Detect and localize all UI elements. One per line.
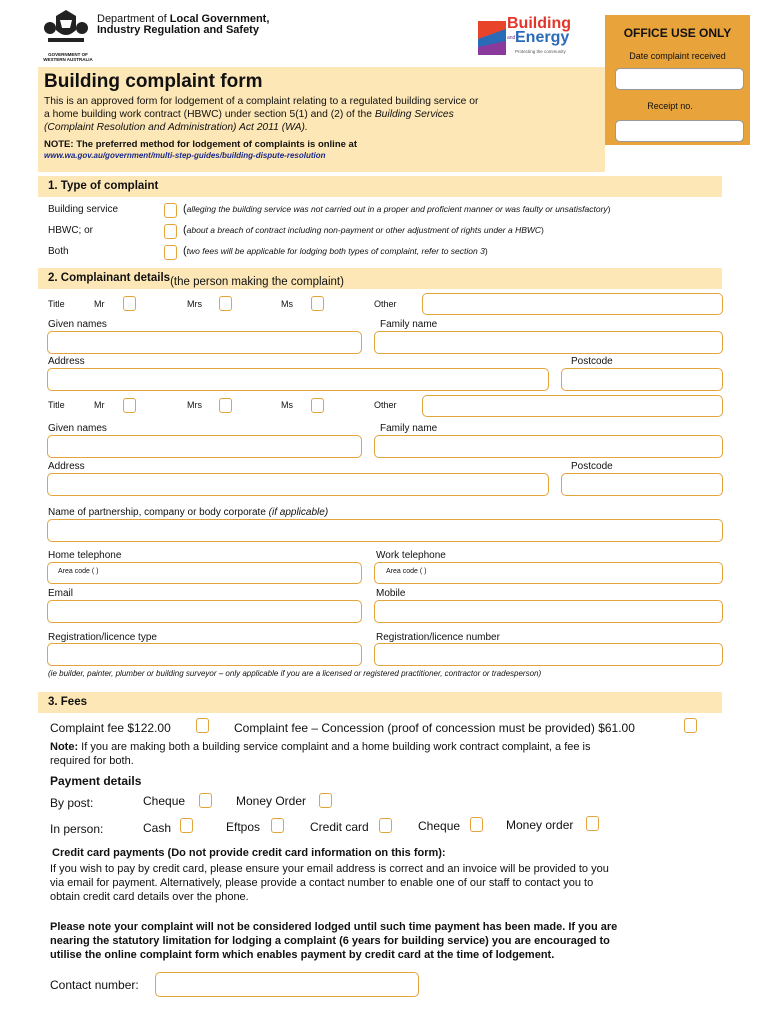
postcode-label-1: Postcode bbox=[571, 356, 613, 367]
date-received-field[interactable] bbox=[615, 68, 744, 90]
postcode-label-2: Postcode bbox=[571, 461, 613, 472]
org-name-input[interactable] bbox=[47, 519, 723, 542]
person-money-order-label: Money order bbox=[506, 818, 574, 832]
dept-line2: Industry Regulation and Safety bbox=[97, 24, 259, 36]
person-credit-card-label: Credit card bbox=[310, 820, 369, 834]
type-building-service-desc: (alleging the building service was not carried out in a proper and proficient manner or was faulty or unsatisfactory) bbox=[183, 203, 611, 215]
fees-note: Note: If you are making both a building service complaint and a home building work contract complaint, a fee is required for both. bbox=[50, 741, 591, 767]
contact-number-input[interactable] bbox=[155, 972, 419, 997]
mobile-input[interactable] bbox=[374, 600, 723, 623]
address-input-2[interactable] bbox=[47, 473, 549, 496]
email-label: Email bbox=[48, 588, 74, 599]
credit-card-text: If you wish to pay by credit card, please ensure your email address is correct and an invoice will be provided to you via email for payment. Alternatively, please provide a contact number to enable one of our staff to contact you to obtain credit card details over the phone. bbox=[50, 863, 609, 903]
reg-type-label: Registration/licence type bbox=[48, 632, 157, 643]
person-cheque-label: Cheque bbox=[418, 819, 461, 833]
family-name-label-2: Family name bbox=[380, 423, 438, 434]
government-crest bbox=[42, 8, 90, 52]
person-money-order-checkbox[interactable] bbox=[586, 816, 599, 831]
family-name-input-1[interactable] bbox=[374, 331, 723, 354]
title-ms-label-2: Ms bbox=[281, 400, 293, 410]
section1-header bbox=[38, 176, 722, 197]
date-received-label: Date complaint received bbox=[629, 51, 726, 61]
title-label-2: Title bbox=[48, 400, 65, 410]
section3-header bbox=[38, 692, 722, 713]
intro-line3: (Complaint Resolution and Administration) Act 2011 (WA). bbox=[44, 122, 308, 133]
title-mrs-label-2: Mrs bbox=[187, 400, 202, 410]
reg-number-input[interactable] bbox=[374, 643, 723, 666]
complaint-fee-label: Complaint fee $122.00 bbox=[50, 721, 171, 735]
email-input[interactable] bbox=[47, 600, 362, 623]
logo-word-and: and bbox=[507, 35, 516, 41]
given-names-input-1[interactable] bbox=[47, 331, 362, 354]
in-person-label: In person: bbox=[50, 822, 104, 836]
post-money-order-checkbox[interactable] bbox=[319, 793, 332, 808]
form-title: Building complaint form bbox=[44, 71, 263, 92]
title-other-input-2[interactable] bbox=[422, 395, 723, 417]
given-names-label-2: Given names bbox=[48, 423, 107, 434]
work-area-code-label: Area code ( ) bbox=[386, 568, 427, 575]
section2-title: 2. Complainant details (the person making the complaint) bbox=[48, 272, 344, 288]
crest-caption: GOVERNMENT OF WESTERN AUSTRALIA bbox=[43, 52, 93, 62]
address-label-2: Address bbox=[48, 461, 85, 472]
title-mrs-checkbox-2[interactable] bbox=[219, 398, 232, 413]
credit-card-heading: Credit card payments (Do not provide credit card information on this form): bbox=[52, 847, 446, 859]
title-label-1: Title bbox=[48, 299, 65, 309]
title-ms-label-1: Ms bbox=[281, 299, 293, 309]
payment-details-heading: Payment details bbox=[50, 774, 142, 788]
intro-act-name: Building Services bbox=[374, 109, 454, 120]
type-building-service-checkbox[interactable] bbox=[164, 203, 177, 218]
reg-note: (ie builder, painter, plumber or building surveyor – only applicable if you are a licensed or registered practitioner, contractor or tradesperson) bbox=[48, 669, 542, 678]
concession-fee-checkbox[interactable] bbox=[684, 718, 697, 733]
section3-title: 3. Fees bbox=[48, 696, 87, 708]
post-cheque-checkbox[interactable] bbox=[199, 793, 212, 808]
type-hbwc-label: HBWC; or bbox=[48, 225, 93, 236]
logo-tagline: Protecting the community bbox=[515, 49, 566, 54]
receipt-label: Receipt no. bbox=[647, 101, 693, 111]
person-cash-checkbox[interactable] bbox=[180, 818, 193, 833]
family-name-input-2[interactable] bbox=[374, 435, 723, 458]
home-area-code-label: Area code ( ) bbox=[58, 568, 99, 575]
dept-prefix: Department of bbox=[97, 13, 167, 25]
section2-title-suffix: (the person making the complaint) bbox=[170, 276, 344, 288]
org-name-label-italic: (if applicable) bbox=[268, 507, 329, 518]
type-both-checkbox[interactable] bbox=[164, 245, 177, 260]
title-other-input-1[interactable] bbox=[422, 293, 723, 315]
contact-number-label: Contact number: bbox=[50, 978, 139, 992]
reg-type-input[interactable] bbox=[47, 643, 362, 666]
logo-word-building: Building bbox=[507, 15, 571, 32]
intro-note: NOTE: The preferred method for lodgement of complaints is online at bbox=[44, 139, 357, 150]
logo-word-energy: Energy bbox=[515, 29, 570, 46]
given-names-label-1: Given names bbox=[48, 319, 107, 330]
complaint-fee-checkbox[interactable] bbox=[196, 718, 209, 733]
type-building-service-label: Building service bbox=[48, 204, 119, 215]
section2-header bbox=[38, 268, 722, 289]
type-both-desc: (two fees will be applicable for lodging both types of complaint, refer to section 3) bbox=[183, 245, 488, 257]
reg-number-label: Registration/licence number bbox=[376, 632, 500, 643]
title-mrs-label-1: Mrs bbox=[187, 299, 202, 309]
by-post-label: By post: bbox=[50, 796, 94, 810]
family-name-label-1: Family name bbox=[380, 319, 438, 330]
section1-title: 1. Type of complaint bbox=[48, 180, 159, 192]
person-eftpos-checkbox[interactable] bbox=[271, 818, 284, 833]
title-mr-checkbox-1[interactable] bbox=[123, 296, 136, 311]
intro-line2-text: a home building work contract (HBWC) under section 5(1) and (2) of the bbox=[44, 109, 372, 120]
postcode-input-1[interactable] bbox=[561, 368, 723, 391]
title-mr-label-2: Mr bbox=[94, 400, 105, 410]
title-other-label-1: Other bbox=[374, 299, 397, 309]
type-hbwc-desc: (about a breach of contract including non-payment or other adjustment of rights under a HBWC) bbox=[183, 224, 544, 236]
lodgement-warning: Please note your complaint will not be considered lodged until such time payment has been made. If you are nearing the statutory limitation for lodging a complaint (6 years for building service) you are encouraged to utilise the online complaint form which enables payment by credit card at the time of lodgement. bbox=[50, 921, 618, 961]
receipt-field[interactable] bbox=[615, 120, 744, 142]
intro-line2 bbox=[44, 109, 454, 120]
work-telephone-label: Work telephone bbox=[376, 550, 446, 561]
title-other-label-2: Other bbox=[374, 400, 397, 410]
dept-bold: Local Government, bbox=[169, 13, 270, 25]
post-cheque-label: Cheque bbox=[143, 794, 186, 808]
person-cash-label: Cash bbox=[143, 821, 172, 835]
title-mr-checkbox-2[interactable] bbox=[123, 398, 136, 413]
address-label-1: Address bbox=[48, 356, 85, 367]
title-mr-label-1: Mr bbox=[94, 299, 105, 309]
building-energy-logo bbox=[474, 15, 594, 61]
title-ms-checkbox-1[interactable] bbox=[311, 296, 324, 311]
title-ms-checkbox-2[interactable] bbox=[311, 398, 324, 413]
postcode-input-2[interactable] bbox=[561, 473, 723, 496]
concession-fee-label: Complaint fee – Concession (proof of concession must be provided) $61.00 bbox=[234, 721, 635, 735]
home-telephone-label: Home telephone bbox=[48, 550, 122, 561]
intro-line1: This is an approved form for lodgement of a complaint relating to a regulated building service or bbox=[44, 96, 479, 107]
office-use-title: OFFICE USE ONLY bbox=[623, 26, 732, 40]
org-name-label: Name of partnership, company or body corporate (if applicable) bbox=[48, 507, 329, 518]
person-eftpos-label: Eftpos bbox=[226, 820, 261, 834]
mobile-label: Mobile bbox=[376, 588, 406, 599]
online-form-link[interactable]: www.wa.gov.au/government/multi-step-guides/building-dispute-resolution bbox=[44, 151, 326, 160]
given-names-input-2[interactable] bbox=[47, 435, 362, 458]
person-credit-card-checkbox[interactable] bbox=[379, 818, 392, 833]
title-mrs-checkbox-1[interactable] bbox=[219, 296, 232, 311]
department-name bbox=[97, 14, 269, 36]
type-hbwc-checkbox[interactable] bbox=[164, 224, 177, 239]
type-both-label: Both bbox=[48, 246, 69, 257]
person-cheque-checkbox[interactable] bbox=[470, 817, 483, 832]
address-input-1[interactable] bbox=[47, 368, 549, 391]
post-money-order-label: Money Order bbox=[236, 794, 307, 808]
